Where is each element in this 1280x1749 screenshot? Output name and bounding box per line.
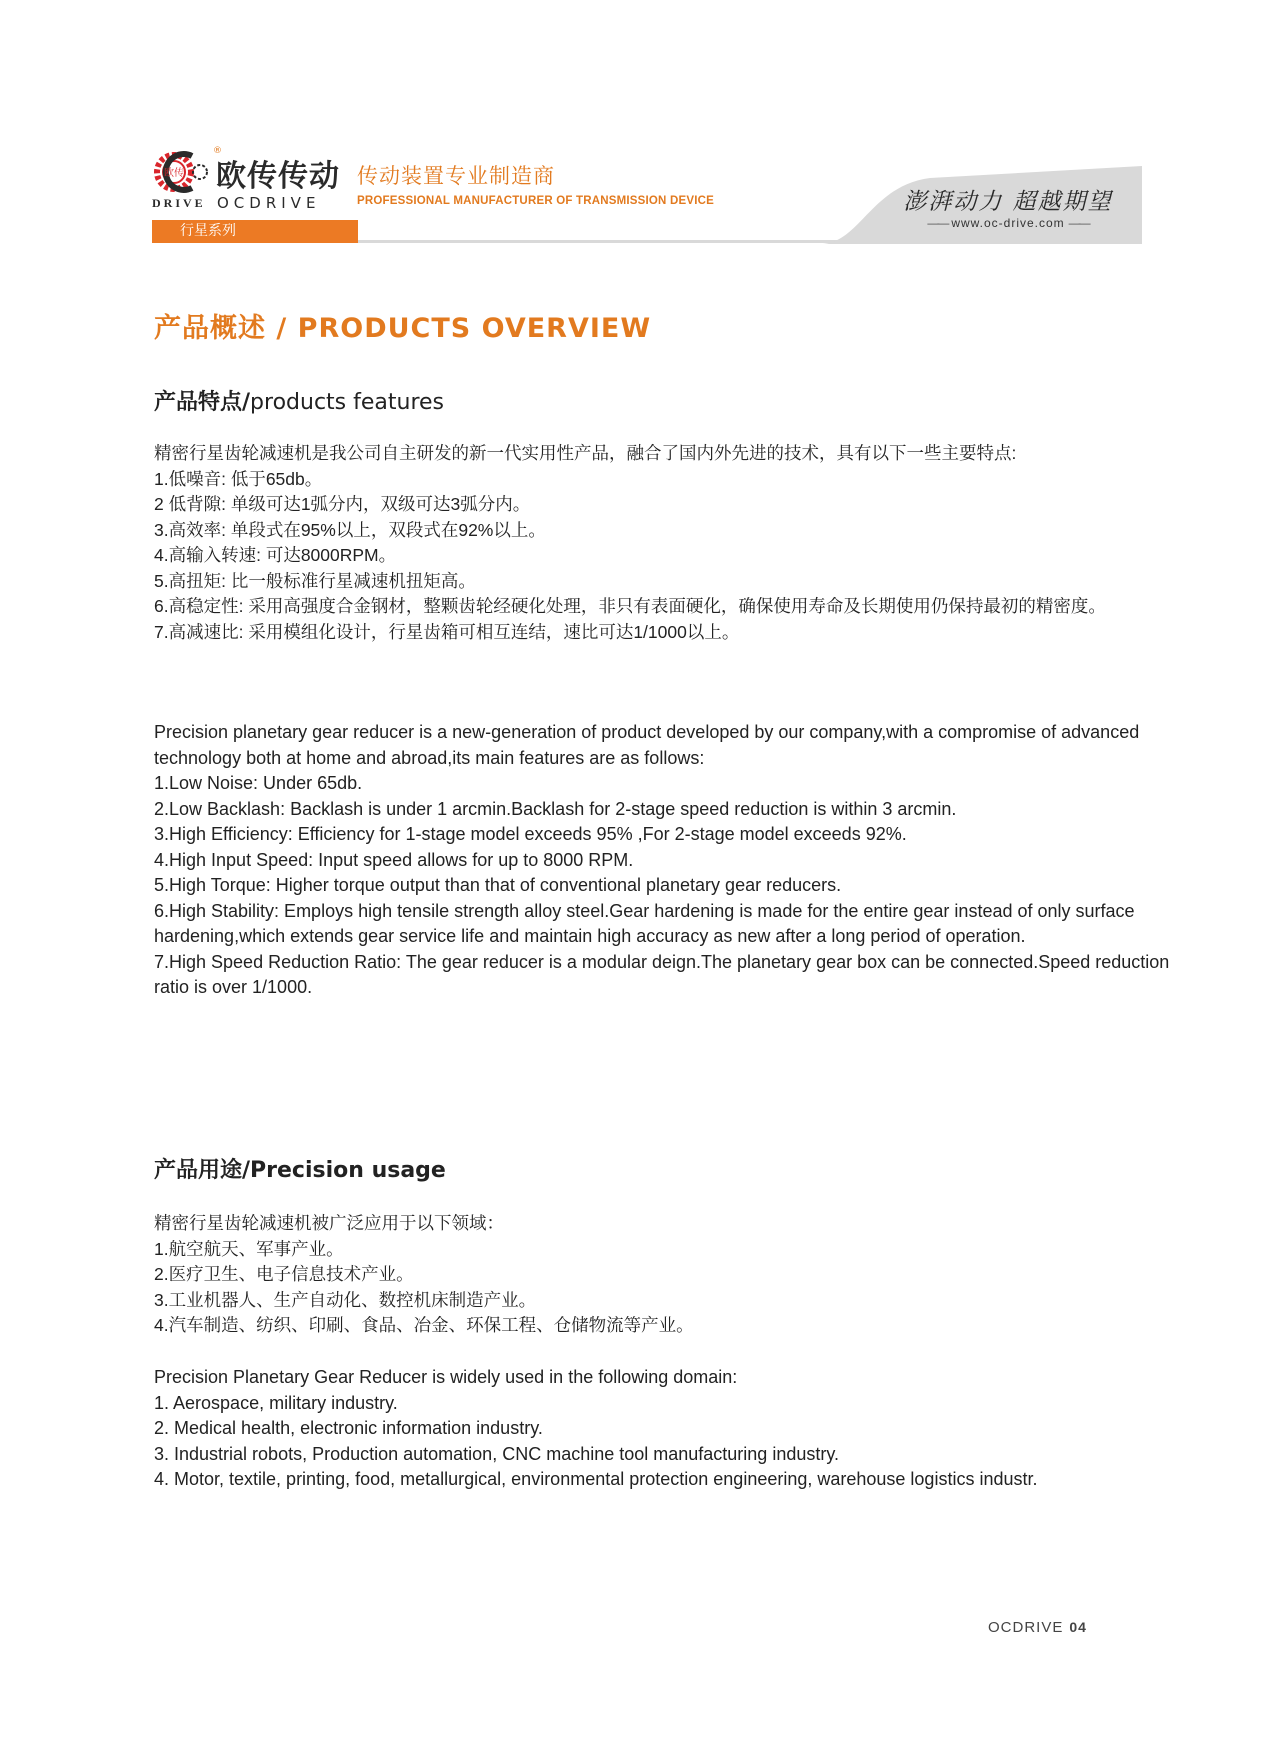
- logo-text: 欧传: [164, 168, 184, 179]
- features-en-block: [154, 720, 1194, 1001]
- slogan-en: PROFESSIONAL MANUFACTURER OF TRANSMISSION DEVICE: [357, 195, 714, 207]
- series-label-bar: 行星系列: [152, 220, 358, 243]
- usage-en-line: 3. Industrial robots, Production automation, CNC machine tool manufacturing industry.: [154, 1443, 840, 1464]
- features-en-line: 2.Low Backlash: Backlash is under 1 arcmin.Backlash for 2-stage speed reduction is within 3 arcmin.: [154, 798, 957, 819]
- page-footer: [988, 1619, 1087, 1636]
- usage-heading: 产品用途/Precision usage: [154, 1158, 446, 1183]
- usage-cn-line: 1.航空航天、军事产业。: [154, 1238, 344, 1259]
- usage-en-line: 2. Medical health, electronic information industry.: [154, 1418, 543, 1438]
- usage-cn-line: 4.汽车制造、纺织、印刷、食品、冶金、环保工程、仓储物流等产业。: [154, 1315, 694, 1335]
- features-en-line: 3.High Efficiency: Efficiency for 1-stage model exceeds 95% ,For 2-stage model exceeds 92%.: [154, 824, 907, 844]
- features-cn-line: 4.高输入转速: 可达8000RPM。: [154, 545, 397, 565]
- usage-cn-line: 精密行星齿轮减速机被广泛应用于以下领域：: [154, 1213, 504, 1233]
- features-cn-line: 1.低噪音: 低于65db。: [154, 468, 323, 489]
- page-number: 04: [1069, 1619, 1087, 1635]
- website-url: [888, 216, 1128, 230]
- brand-name-cn: 欧传传动: [216, 159, 340, 194]
- usage-cn-line: 2.医疗卫生、电子信息技术产业。: [154, 1264, 414, 1284]
- features-en-line: 4.High Input Speed: Input speed allows for up to 8000 RPM.: [154, 849, 634, 870]
- features-cn-line: 精密行星齿轮减速机是我公司自主研发的新一代实用性产品，融合了国内外先进的技术，具有以下一些主要特点:: [154, 443, 1017, 463]
- usage-cn-block: [154, 1211, 1194, 1339]
- features-en-line: 7.High Speed Reduction Ratio: The gear reducer is a modular deign.The planetary gear box can be connected.Speed reduction ratio is over 1/1000.: [154, 951, 1170, 997]
- section-title: 产品概述 / PRODUCTS OVERVIEW: [154, 313, 652, 344]
- motto: 澎湃动力 超越期望: [903, 189, 1113, 215]
- features-cn-line: 2 低背隙: 单级可达1弧分内，双级可达3弧分内。: [154, 494, 531, 514]
- gear-logo-icon: [152, 148, 214, 196]
- features-cn-line: 7.高减速比: 采用模组化设计，行星齿箱可相互连结，速比可达1/1000以上。: [154, 621, 740, 642]
- brand-name-en-right: OCDRIVE: [217, 194, 321, 212]
- footer-brand: OCDRIVE: [988, 1619, 1064, 1636]
- brand-name-en-left: DRIVE: [152, 196, 206, 210]
- features-en-line: Precision planetary gear reducer is a new-generation of product developed by our company,with a compromise of advanced technology both at home and abroad,its main features are as follows:: [154, 722, 1140, 768]
- website-text: www.oc-drive.com: [951, 216, 1065, 230]
- page-header: [0, 0, 1280, 250]
- features-en-line: 6.High Stability: Employs high tensile strength alloy steel.Gear hardening is made for the entire gear instead of only surface hardening,which extends gear service life and maintain high accuracy as new after a long period of operation.: [154, 900, 1135, 946]
- features-cn-line: 6.高稳定性: 采用高强度合金钢材，整颗齿轮经硬化处理，非只有表面硬化，确保使用寿命及长期使用仍保持最初的精密度。: [154, 596, 1106, 616]
- usage-cn-line: 3.工业机器人、生产自动化、数控机床制造产业。: [154, 1289, 537, 1310]
- features-en-line: 1.Low Noise: Under 65db.: [154, 773, 363, 793]
- registered-mark-icon: ®: [213, 146, 222, 156]
- usage-en-line: Precision Planetary Gear Reducer is widely used in the following domain:: [154, 1367, 738, 1387]
- slogan-cn: 传动装置专业制造商: [357, 164, 555, 188]
- usage-en-line: 4. Motor, textile, printing, food, metallurgical, environmental protection engineering, warehouse logistics industr.: [154, 1469, 1038, 1489]
- usage-en-block: [154, 1365, 1194, 1493]
- features-heading-cn: 产品特点/: [154, 390, 251, 415]
- features-cn-block: [154, 441, 1194, 645]
- features-en-line: 5.High Torque: Higher torque output than that of conventional planetary gear reducers.: [154, 875, 842, 895]
- usage-en-line: 1. Aerospace, military industry.: [154, 1392, 398, 1413]
- features-cn-line: 3.高效率: 单段式在95%以上，双段式在92%以上。: [154, 519, 546, 540]
- features-heading: [154, 385, 444, 416]
- features-heading-en: products features: [250, 390, 445, 415]
- features-cn-line: 5.高扭矩: 比一般标准行星减速机扭矩高。: [154, 570, 476, 591]
